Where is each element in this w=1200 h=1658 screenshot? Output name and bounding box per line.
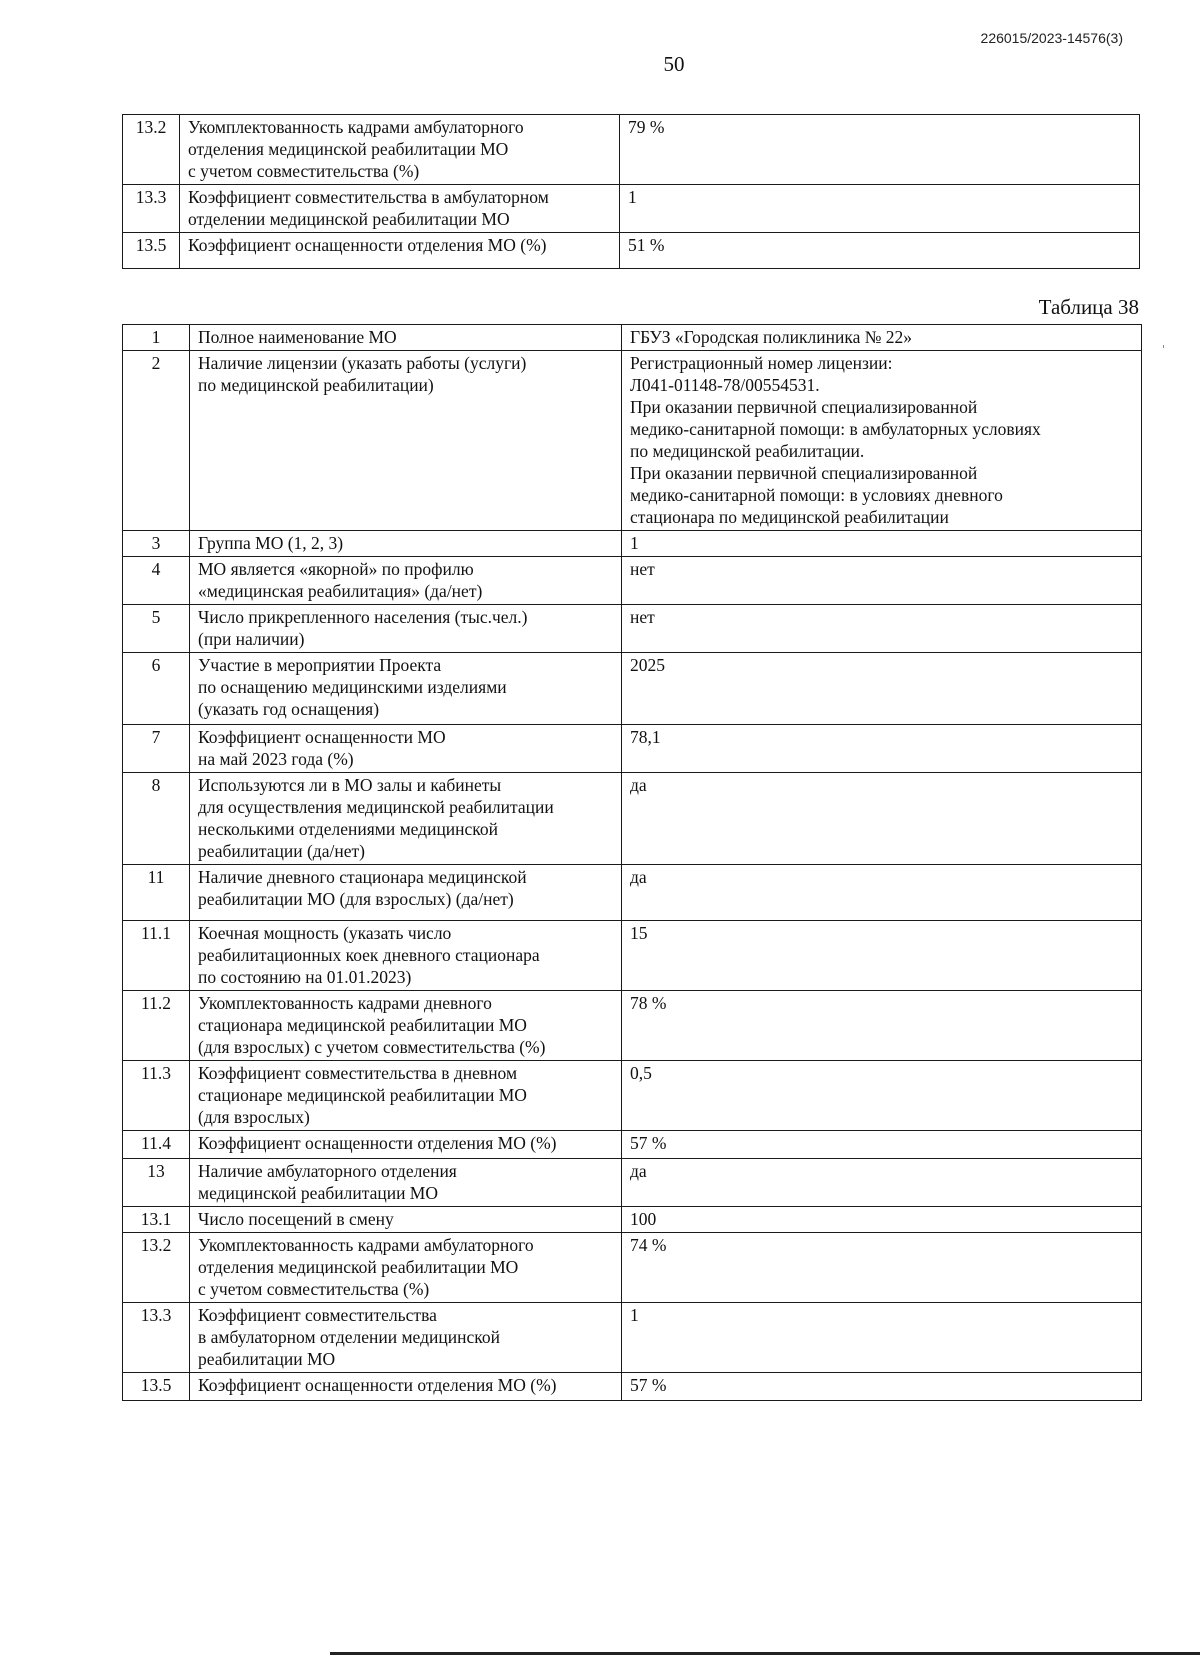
indicator-name-line: медицинской реабилитации МО [198,1183,439,1203]
indicator-value [622,1159,1142,1207]
row-number: 11 [123,865,190,921]
indicator-value-line: 51 % [628,235,665,255]
indicator-name-line: стационара медицинской реабилитации МО [198,1015,527,1035]
indicator-name [190,991,622,1061]
table-row [123,773,1142,865]
indicator-name-line: Коэффициент оснащенности отделения МО (%) [188,235,547,255]
indicator-value [622,1061,1142,1131]
indicator-name-line: отделения медицинской реабилитации МО [188,139,509,159]
row-number: 11.3 [123,1061,190,1131]
indicator-name [180,185,620,233]
indicator-value [622,865,1142,921]
indicator-name-line: с учетом совместительства (%) [198,1279,430,1299]
indicator-value-line: 1 [630,533,639,553]
indicator-name-line: Коечная мощность (указать число [198,923,452,943]
indicator-name [190,921,622,991]
row-number: 13.2 [123,115,180,185]
indicator-value-line: 79 % [628,117,665,137]
indicator-name-line: с учетом совместительства (%) [188,161,420,181]
indicator-name-line: Наличие лицензии (указать работы (услуги) [198,353,527,373]
table-row [123,557,1142,605]
indicator-name-line: реабилитации МО (для взрослых) (да/нет) [198,889,514,909]
indicator-value [622,653,1142,725]
indicator-value [620,233,1140,269]
indicator-name-line: по медицинской реабилитации) [198,375,434,395]
indicator-name-line: МО является «якорной» по профилю [198,559,474,579]
indicator-name-line: Число прикрепленного населения (тыс.чел.) [198,607,528,627]
table-row [123,233,1140,269]
table-row [123,1303,1142,1373]
indicator-name-line: для осуществления медицинской реабилитации [198,797,554,817]
table-row [123,1233,1142,1303]
indicator-name-line: Число посещений в смену [198,1209,394,1229]
table-row [123,1159,1142,1207]
indicator-name-line: Укомплектованность кадрами амбулаторного [188,117,524,137]
indicator-name-line: Полное наименование МО [198,327,397,347]
indicator-name-line: реабилитации МО [198,1349,336,1369]
indicator-name-line: отделении медицинской реабилитации МО [188,209,510,229]
indicator-value-line: медико-санитарной помощи: в амбулаторных условиях [630,419,1041,439]
indicator-name-line: (при наличии) [198,629,305,649]
indicator-value [622,531,1142,557]
row-number: 7 [123,725,190,773]
indicator-name-line: Наличие дневного стационара медицинской [198,867,527,887]
indicator-name [190,725,622,773]
indicator-name-line: реабилитационных коек дневного стационара [198,945,540,965]
top-table [122,114,1140,269]
indicator-value [622,557,1142,605]
indicator-name-line: Коэффициент оснащенности отделения МО (%) [198,1133,557,1153]
indicator-value [622,1373,1142,1401]
page-number: 50 [663,52,685,76]
row-number: 4 [123,557,190,605]
indicator-value-line: ГБУЗ «Городская поликлиника № 22» [630,327,913,347]
indicator-name-line: Группа МО (1, 2, 3) [198,533,344,553]
indicator-value [622,605,1142,653]
indicator-name [190,1373,622,1401]
indicator-value [622,1207,1142,1233]
indicator-value-line: 78,1 [630,727,661,747]
indicator-value-line: стационара по медицинской реабилитации [630,507,949,527]
indicator-name-line: несколькими отделениями медицинской [198,819,499,839]
indicator-value-line: 15 [630,923,648,943]
indicator-value-line: 1 [628,187,637,207]
indicator-value-line: 57 % [630,1375,667,1395]
indicator-name-line: Коэффициент оснащенности отделения МО (%) [198,1375,557,1395]
indicator-value [622,325,1142,351]
indicator-name [190,865,622,921]
indicator-name-line: по оснащению медицинскими изделиями [198,677,507,697]
indicator-name-line: (для взрослых) с учетом совместительства (%) [198,1037,546,1057]
indicator-name [190,351,622,531]
indicator-name [190,1207,622,1233]
indicator-name-line: реабилитации (да/нет) [198,841,365,861]
indicator-value-line: Регистрационный номер лицензии: [630,353,893,373]
indicator-name-line: (для взрослых) [198,1107,310,1127]
indicator-name-line: Коэффициент совместительства в дневном [198,1063,518,1083]
indicator-value [622,1233,1142,1303]
indicator-value-line: 1 [630,1305,639,1325]
indicator-name [190,1233,622,1303]
indicator-name-line: Участие в мероприятии Проекта [198,655,442,675]
indicator-name [190,773,622,865]
row-number: 13.3 [123,1303,190,1373]
indicator-value-line: Л041-01148-78/00554531. [630,375,820,395]
table-row [123,531,1142,557]
indicator-name-line: Коэффициент совместительства [198,1305,437,1325]
indicator-value-line: да [630,775,647,795]
row-number: 6 [123,653,190,725]
indicator-value-line: нет [630,607,655,627]
table-row [123,921,1142,991]
indicator-value [622,773,1142,865]
indicator-name [190,653,622,725]
indicator-value [622,1131,1142,1159]
indicator-value-line: 100 [630,1209,657,1229]
indicator-value-line: по медицинской реабилитации. [630,441,865,461]
indicator-name-line: на май 2023 года (%) [198,749,354,769]
table-caption: Таблица 38 [1038,295,1139,319]
indicator-value-line: да [630,1161,647,1181]
indicator-name-line: стационаре медицинской реабилитации МО [198,1085,527,1105]
row-number: 2 [123,351,190,531]
indicator-name-line: Используются ли в МО залы и кабинеты [198,775,502,795]
table-row [123,351,1142,531]
indicator-name [190,531,622,557]
table-row [123,605,1142,653]
bottom-rule [330,1652,1200,1655]
indicator-value [622,921,1142,991]
row-number: 11.4 [123,1131,190,1159]
indicator-value-line: 78 % [630,993,667,1013]
indicator-name-line: Наличие амбулаторного отделения [198,1161,457,1181]
indicator-value [620,115,1140,185]
indicator-value-line: 74 % [630,1235,667,1255]
indicator-name [190,605,622,653]
indicator-name [190,325,622,351]
row-number: 3 [123,531,190,557]
row-number: 13.3 [123,185,180,233]
indicator-name-line: «медицинская реабилитация» (да/нет) [198,581,483,601]
indicator-name-line: Укомплектованность кадрами амбулаторного [198,1235,534,1255]
table-row [123,325,1142,351]
indicator-name [190,557,622,605]
row-number: 11.1 [123,921,190,991]
row-number: 13 [123,1159,190,1207]
indicator-name [180,233,620,269]
row-number: 8 [123,773,190,865]
table-row [123,1061,1142,1131]
indicator-name [180,115,620,185]
indicator-value-line: При оказании первичной специализированной [630,397,978,417]
indicator-value [622,1303,1142,1373]
row-number: 13.2 [123,1233,190,1303]
indicator-name-line: Укомплектованность кадрами дневного [198,993,492,1013]
indicator-name [190,1159,622,1207]
row-number: 1 [123,325,190,351]
table-row [123,991,1142,1061]
table-row [123,1373,1142,1401]
table-row [123,865,1142,921]
table-row [123,115,1140,185]
indicator-value [622,725,1142,773]
indicator-name [190,1061,622,1131]
indicator-value-line: да [630,867,647,887]
indicator-name-line: (указать год оснащения) [198,699,380,719]
indicator-name-line: по состоянию на 01.01.2023) [198,967,412,987]
table-row [123,185,1140,233]
indicator-value [620,185,1140,233]
indicator-value-line: 57 % [630,1133,667,1153]
indicator-name [190,1131,622,1159]
document-id: 226015/2023-14576(3) [980,30,1123,46]
indicator-value-line: При оказании первичной специализированной [630,463,978,483]
row-number: 13.1 [123,1207,190,1233]
row-number: 11.2 [123,991,190,1061]
margin-mark [1163,345,1164,348]
indicator-value-line: 2025 [630,655,665,675]
row-number: 13.5 [123,1373,190,1401]
indicator-value-line: медико-санитарной помощи: в условиях дневного [630,485,1003,505]
table-row [123,1131,1142,1159]
indicator-name-line: отделения медицинской реабилитации МО [198,1257,519,1277]
row-number: 13.5 [123,233,180,269]
indicator-name-line: в амбулаторном отделении медицинской [198,1327,500,1347]
indicator-value [622,991,1142,1061]
indicator-value-line: 0,5 [630,1063,652,1083]
row-number: 5 [123,605,190,653]
table-row [123,1207,1142,1233]
indicator-value [622,351,1142,531]
table-row [123,725,1142,773]
indicator-name-line: Коэффициент совместительства в амбулаторном [188,187,549,207]
indicator-name-line: Коэффициент оснащенности МО [198,727,446,747]
indicator-name [190,1303,622,1373]
main-table [122,324,1142,1401]
indicator-value-line: нет [630,559,655,579]
table-row [123,653,1142,725]
